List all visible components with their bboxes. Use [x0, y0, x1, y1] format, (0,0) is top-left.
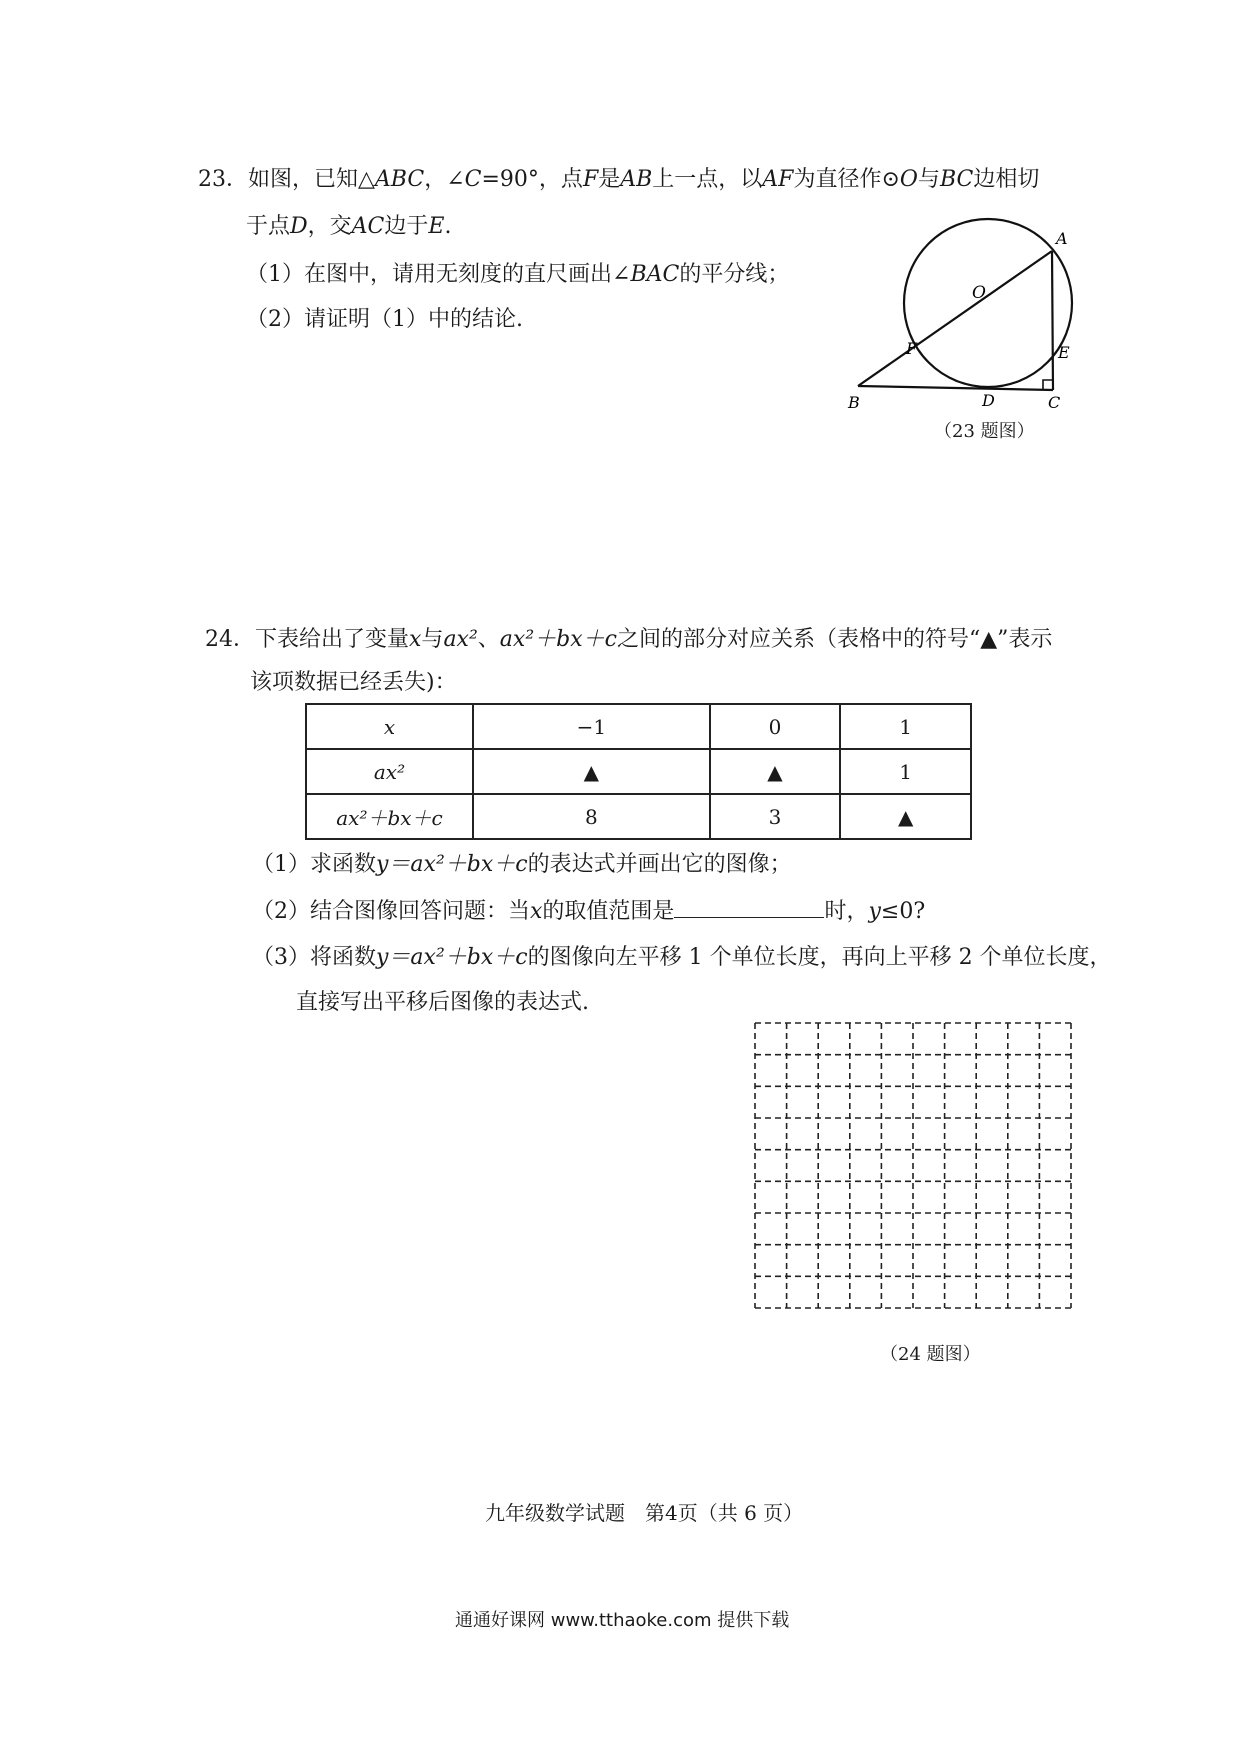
table-cell: 3 [710, 794, 841, 839]
q24-part3-line2: 直接写出平移后图像的表达式. [296, 990, 589, 1015]
table-cell: 1 [840, 749, 971, 794]
table-cell-missing: ▲ [840, 794, 971, 839]
label-f: F [906, 339, 918, 358]
table-cell: −1 [473, 704, 710, 749]
q24-table [305, 703, 972, 840]
q24-figure-caption: （24 题图） [880, 1344, 981, 1365]
label-o: O [972, 283, 986, 303]
label-b: B [848, 393, 860, 412]
segment-ac [1052, 251, 1053, 390]
q23-stem-line2: 于点D，交AC边于E. [246, 214, 452, 239]
right-angle-mark [1043, 380, 1053, 390]
table-head-ax2: ax² [306, 749, 473, 794]
table-cell: 0 [710, 704, 841, 749]
answer-blank[interactable] [674, 897, 824, 918]
table-cell: 8 [473, 794, 710, 839]
label-e: E [1058, 343, 1070, 362]
q24-part2: （2）结合图像回答问题：当x的取值范围是 时，y≤0? [252, 899, 926, 924]
q23-part2: （2）请证明（1）中的结论. [246, 307, 523, 332]
table-row [306, 749, 971, 794]
label-d: D [982, 391, 995, 410]
q23-figure [850, 220, 1090, 440]
label-c: C [1048, 393, 1061, 412]
segment-bc [858, 386, 1053, 390]
table-cell-missing: ▲ [473, 749, 710, 794]
q23-stem-line1: 23．如图，已知△ABC，∠C=90°，点F是AB上一点，以AF为直径作⊙O与BC边相切 [198, 167, 1040, 192]
table-row [306, 794, 971, 839]
q24-stem-line2: 该项数据已经丢失)： [250, 670, 457, 695]
segment-ab [858, 251, 1052, 386]
table-cell-missing: ▲ [710, 749, 841, 794]
label-a: A [1056, 229, 1068, 248]
circle-o [904, 219, 1072, 387]
table-head-ax2bxc: ax²＋bx＋c [306, 794, 473, 839]
page-footer: 九年级数学试题 第4页（共 6 页） [485, 1501, 804, 1525]
source-footer: 通通好课网 www.tthaoke.com 提供下载 [455, 1610, 790, 1631]
q24-grid-figure [752, 1020, 1077, 1320]
q23-part1: （1）在图中，请用无刻度的直尺画出∠BAC的平分线； [246, 262, 790, 287]
q24-part3-line1: （3）将函数y＝ax²＋bx＋c的图像向左平移 1 个单位长度，再向上平移 2 个单位长度， [252, 945, 1112, 970]
table-cell: 1 [840, 704, 971, 749]
q23-figure-caption: （23 题图） [934, 421, 1035, 442]
table-head-x: x [306, 704, 473, 749]
q24-part1: （1）求函数y＝ax²＋bx＋c的表达式并画出它的图像； [252, 852, 792, 877]
q24-stem-line1: 24．下表给出了变量x与ax²、ax²＋bx＋c之间的部分对应关系（表格中的符号“▲”表示 [205, 627, 1053, 652]
table-row [306, 704, 971, 749]
